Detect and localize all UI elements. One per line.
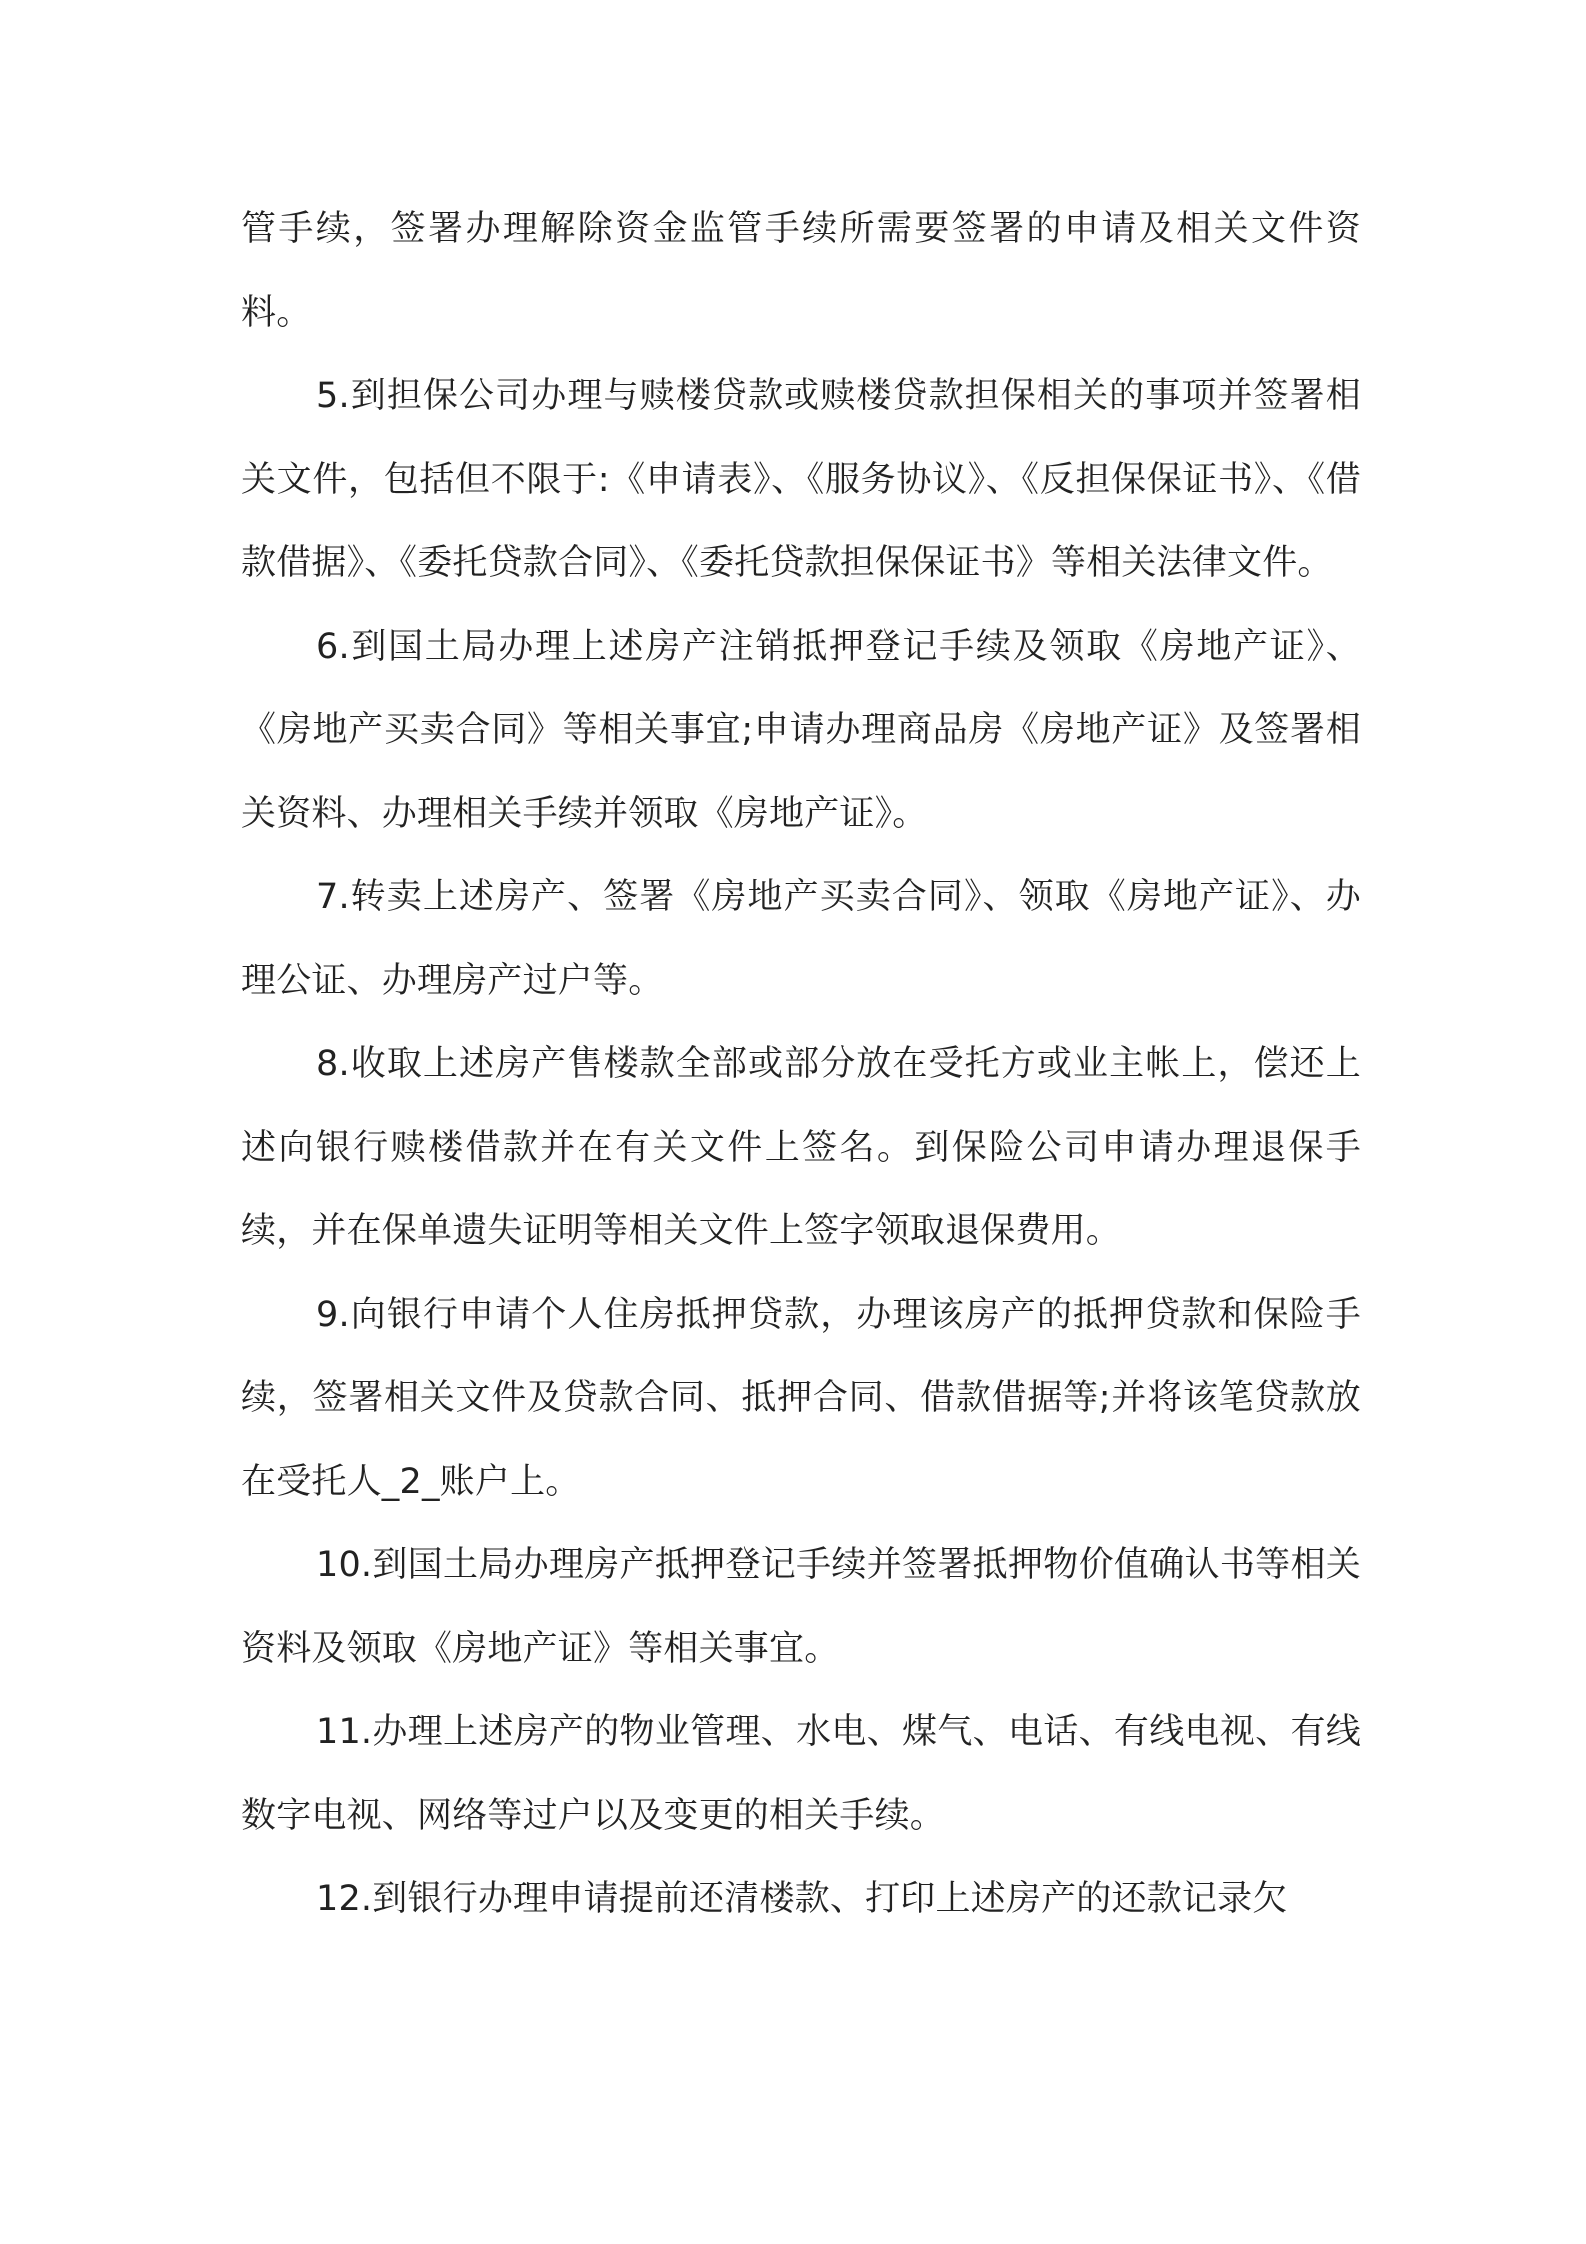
paragraph-item-12: 12.到银行办理申请提前还清楼款、打印上述房产的还款记录欠 — [316, 1879, 1288, 1919]
paragraph-item-8: 8.收取上述房产售楼款全部或部分放在受托方或业主帐上，偿还上述向银行赎楼借款并在有关文件上签名。到保险公司申请办理退保手续，并在保单遗失证明等相关文件上签字领取退保费用。 — [241, 1044, 1361, 1251]
paragraph-item-6: 6.到国土局办理上述房产注销抵押登记手续及领取《房地产证》、《房地产买卖合同》等相关事宜;申请办理商品房《房地产证》及签署相关资料、办理相关手续并领取《房地产证》。 — [241, 626, 1361, 834]
paragraph-item-7: 7.转卖上述房产、签署《房地产买卖合同》、领取《房地产证》、办理公证、办理房产过户等。 — [241, 877, 1361, 1001]
paragraph-item-10: 10.到国土局办理房产抵押登记手续并签署抵押物价值确认书等相关资料及领取《房地产证》等相关事宜。 — [241, 1545, 1361, 1669]
document-body — [241, 188, 1361, 1942]
paragraph-item-11: 11.办理上述房产的物业管理、水电、煤气、电话、有线电视、有线数字电视、网络等过户以及变更的相关手续。 — [241, 1712, 1361, 1836]
paragraph-continuation: 管手续，签署办理解除资金监管手续所需要签署的申请及相关文件资料。 — [241, 209, 1361, 333]
paragraph-item-5: 5.到担保公司办理与赎楼贷款或赎楼贷款担保相关的事项并签署相关文件，包括但不限于:《申请表》、《服务协议》、《反担保保证书》、《借款借据》、《委托贷款合同》、《委托贷款担保保证书》等相关法律文件。 — [241, 376, 1361, 583]
paragraph-item-9: 9.向银行申请个人住房抵押贷款，办理该房产的抵押贷款和保险手续，签署相关文件及贷款合同、抵押合同、借款借据等;并将该笔贷款放在受托人_2_账户上。 — [241, 1294, 1361, 1502]
